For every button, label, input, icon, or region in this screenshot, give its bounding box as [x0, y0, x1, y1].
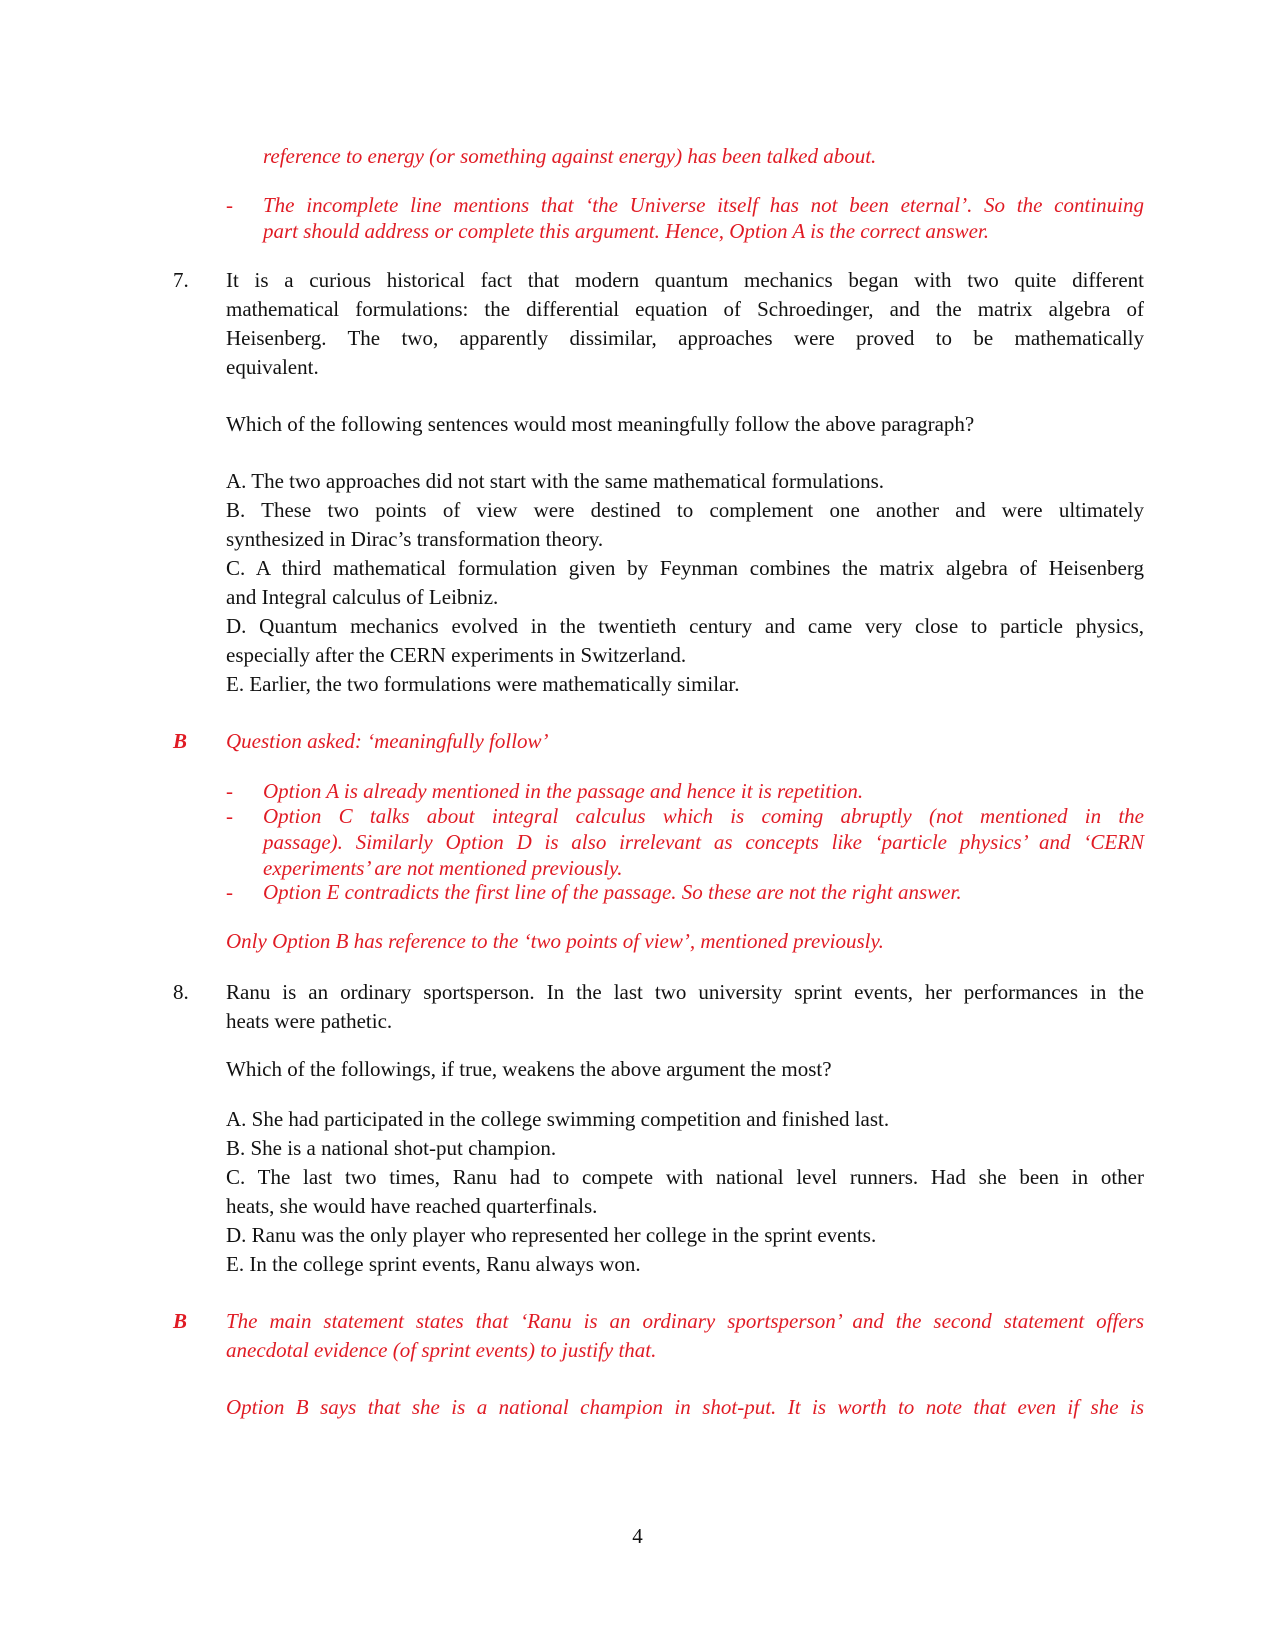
option-b: B. She is a national shot-put champion. — [226, 1136, 557, 1160]
answer-7-bullet-1 — [226, 778, 1144, 804]
question-7-prompt — [226, 410, 1144, 439]
option-a: A. The two approaches did not start with the same mathematical formulations. — [226, 469, 885, 493]
option-b-cont: synthesized in Dirac’s transformation theory. — [226, 527, 604, 551]
text-line: Ranu is an ordinary sportsperson. In the last two university sprint events, her performances in the — [226, 980, 1144, 1004]
answer-8-explanation — [226, 1307, 1144, 1365]
text-line: Which of the followings, if true, weakens the above argument the most? — [226, 1057, 832, 1081]
question-8-options — [226, 1105, 1144, 1279]
question-8-prompt — [226, 1055, 1144, 1084]
text-line: Which of the following sentences would most meaningfully follow the above paragraph? — [226, 412, 975, 436]
text-line: It is a curious historical fact that modern quantum mechanics began with two quite different — [226, 268, 1144, 292]
answer-7-bullet-2 — [226, 803, 1144, 881]
previous-explanation-continuation — [263, 142, 1144, 171]
option-e: E. Earlier, the two formulations were mathematically similar. — [226, 672, 740, 696]
text-line: experiments’ are not mentioned previously. — [263, 856, 623, 880]
question-7-question-asked — [226, 727, 1144, 756]
option-b: B. These two points of view were destined to complement one another and were ultimately — [226, 498, 1144, 522]
question-8-answer-letter: B — [173, 1309, 188, 1333]
text-line: heats were pathetic. — [226, 1009, 393, 1033]
option-d: D. Ranu was the only player who represented her college in the sprint events. — [226, 1223, 877, 1247]
text-line: equivalent. — [226, 355, 319, 379]
text-line: anecdotal evidence (of sprint events) to justify that. — [226, 1338, 657, 1362]
text-line: part should address or complete this argument. Hence, Option A is the correct answer. — [263, 219, 989, 243]
answer-7-bullet-3 — [226, 879, 1144, 905]
text-line: The main statement states that ‘Ranu is an ordinary sportsperson’ and the second statement offers — [226, 1309, 1144, 1333]
text-line: Option A is already mentioned in the passage and hence it is repetition. — [263, 779, 864, 803]
text-line: Only Option B has reference to the ‘two points of view’, mentioned previously. — [226, 929, 884, 953]
text-line: Option E contradicts the first line of the passage. So these are not the right answer. — [263, 880, 962, 904]
option-e: E. In the college sprint events, Ranu always won. — [226, 1252, 641, 1276]
text-line: reference to energy (or something against energy) has been talked about. — [263, 144, 877, 168]
previous-explanation-bullet — [226, 192, 1144, 244]
option-c: C. The last two times, Ranu had to compete with national level runners. Had she been in other — [226, 1165, 1144, 1189]
option-c-cont: heats, she would have reached quarterfinals. — [226, 1194, 598, 1218]
bullet-dash: - — [226, 804, 233, 828]
option-c: C. A third mathematical formulation given by Feynman combines the matrix algebra of Heisenberg — [226, 556, 1144, 580]
answer-7-conclusion — [226, 927, 1144, 956]
question-8-passage — [226, 978, 1144, 1036]
option-c-cont: and Integral calculus of Leibniz. — [226, 585, 499, 609]
bullet-dash: - — [226, 779, 233, 803]
option-d: D. Quantum mechanics evolved in the twentieth century and came very close to particle physics, — [226, 614, 1144, 638]
question-8-number: 8. — [173, 980, 189, 1004]
text-line: The incomplete line mentions that ‘the Universe itself has not been eternal’. So the continuing — [263, 193, 1144, 217]
text-line: passage). Similarly Option D is also irrelevant as concepts like ‘particle physics’ and ‘CERN — [263, 830, 1144, 854]
bullet-dash: - — [226, 193, 233, 217]
answer-8-continuation — [226, 1393, 1144, 1422]
option-d-cont: especially after the CERN experiments in Switzerland. — [226, 643, 687, 667]
text-line: Option B says that she is a national champion in shot-put. It is worth to note that even if she is — [226, 1395, 1144, 1419]
text-line: Heisenberg. The two, apparently dissimilar, approaches were proved to be mathematically — [226, 326, 1144, 350]
question-7-passage — [226, 266, 1144, 382]
question-7-number: 7. — [173, 268, 189, 292]
page-number: 4 — [632, 1524, 643, 1548]
text-line: Option C talks about integral calculus which is coming abruptly (not mentioned in the — [263, 804, 1144, 828]
text-line: mathematical formulations: the differential equation of Schroedinger, and the matrix algebra of — [226, 297, 1144, 321]
question-7-answer-letter: B — [173, 729, 188, 753]
bullet-dash: - — [226, 880, 233, 904]
text-line: Question asked: ‘meaningfully follow’ — [226, 729, 549, 753]
question-7-options — [226, 467, 1144, 699]
option-a: A. She had participated in the college swimming competition and finished last. — [226, 1107, 890, 1131]
